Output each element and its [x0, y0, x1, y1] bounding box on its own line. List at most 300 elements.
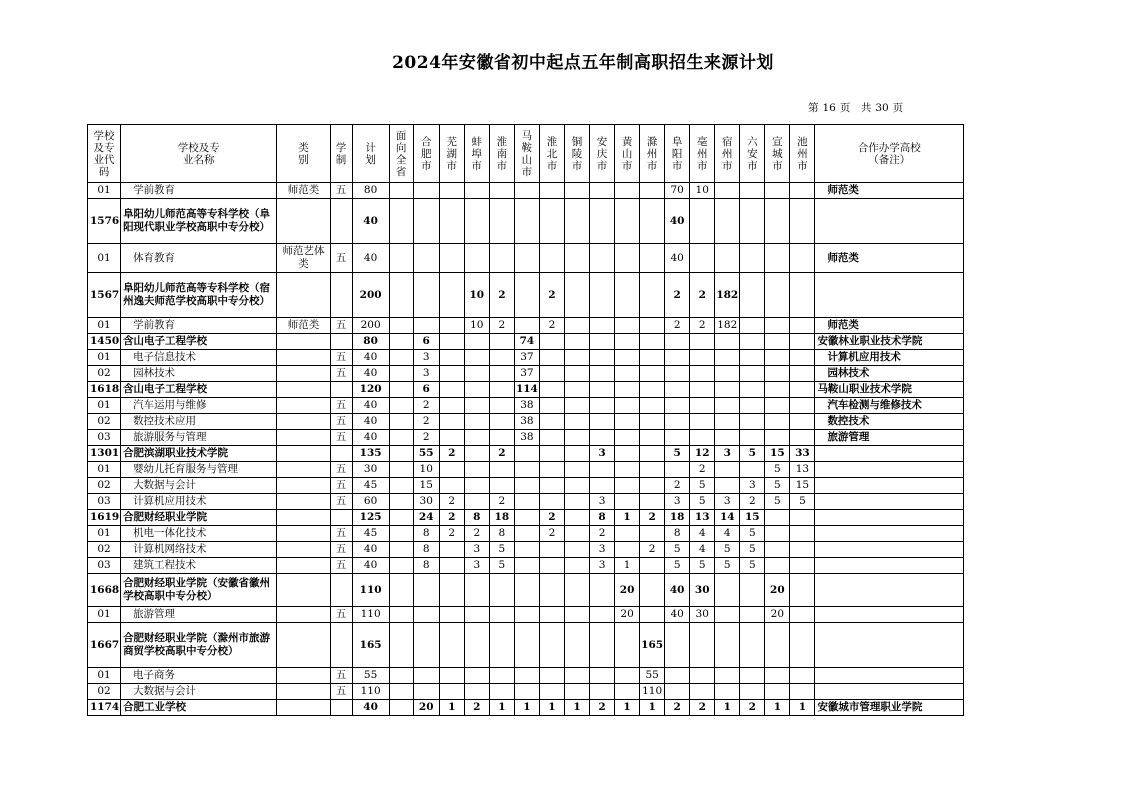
- school-row: [88, 334, 964, 350]
- row-city-count: 37: [514, 350, 539, 366]
- row-city-count: [640, 574, 665, 607]
- row-city-count: [564, 684, 589, 700]
- row-city-count: [640, 446, 665, 462]
- row-system: 五: [330, 318, 352, 334]
- row-province: [389, 684, 413, 700]
- row-city-count: [715, 623, 740, 668]
- row-city-count: [615, 273, 640, 318]
- row-city-count: [740, 183, 765, 199]
- row-city-count: [690, 366, 715, 382]
- row-system: 五: [330, 462, 352, 478]
- row-name: 旅游管理: [121, 607, 277, 623]
- row-city-count: [665, 398, 690, 414]
- row-partner: [815, 574, 964, 607]
- row-city-count: 4: [715, 526, 740, 542]
- header-city: 淮南市: [489, 125, 514, 183]
- school-row: [88, 382, 964, 398]
- row-city-count: 1: [615, 700, 640, 716]
- row-city-count: [539, 574, 564, 607]
- row-partner: [815, 494, 964, 510]
- row-category: [277, 398, 330, 414]
- row-category: 师范类: [277, 318, 330, 334]
- row-city-count: [439, 382, 464, 398]
- row-city-count: 2: [539, 273, 564, 318]
- row-code: 02: [88, 542, 121, 558]
- major-row: [88, 526, 964, 542]
- row-city-count: [690, 684, 715, 700]
- row-city-count: [464, 244, 489, 273]
- row-system: 五: [330, 542, 352, 558]
- row-name: 电子信息技术: [121, 350, 277, 366]
- row-city-count: [690, 430, 715, 446]
- row-city-count: 2: [590, 700, 615, 716]
- row-code: 01: [88, 244, 121, 273]
- row-city-count: 165: [640, 623, 665, 668]
- row-city-count: [489, 382, 514, 398]
- major-row: [88, 607, 964, 623]
- row-city-count: [564, 668, 589, 684]
- row-city-count: [615, 446, 640, 462]
- row-city-count: [765, 558, 790, 574]
- header-city: 亳州市: [690, 125, 715, 183]
- row-plan: 40: [352, 700, 389, 716]
- row-city-count: [514, 244, 539, 273]
- row-city-count: [740, 414, 765, 430]
- row-city-count: [665, 382, 690, 398]
- row-city-count: [640, 199, 665, 244]
- header-city: 阜阳市: [665, 125, 690, 183]
- row-province: [389, 414, 413, 430]
- major-row: [88, 366, 964, 382]
- row-city-count: 5: [715, 558, 740, 574]
- row-city-count: 4: [690, 542, 715, 558]
- row-city-count: 2: [640, 542, 665, 558]
- row-city-count: 3: [464, 558, 489, 574]
- row-name: 大数据与会计: [121, 478, 277, 494]
- row-city-count: [715, 478, 740, 494]
- row-category: [277, 623, 330, 668]
- row-province: [389, 542, 413, 558]
- row-city-count: [514, 623, 539, 668]
- row-city-count: [413, 574, 439, 607]
- row-city-count: [590, 668, 615, 684]
- row-category: [277, 446, 330, 462]
- row-city-count: [740, 244, 765, 273]
- row-city-count: [439, 430, 464, 446]
- row-province: [389, 558, 413, 574]
- row-city-count: [539, 350, 564, 366]
- row-city-count: [439, 183, 464, 199]
- row-city-count: [715, 334, 740, 350]
- row-city-count: [464, 668, 489, 684]
- row-category: [277, 700, 330, 716]
- row-code: 01: [88, 526, 121, 542]
- row-city-count: [740, 607, 765, 623]
- row-city-count: [564, 414, 589, 430]
- row-city-count: [640, 478, 665, 494]
- header-city: 蚌埠市: [464, 125, 489, 183]
- row-city-count: [615, 542, 640, 558]
- row-city-count: 2: [489, 446, 514, 462]
- row-province: [389, 462, 413, 478]
- row-system: 五: [330, 494, 352, 510]
- row-category: [277, 366, 330, 382]
- row-system: [330, 700, 352, 716]
- row-city-count: [715, 574, 740, 607]
- row-province: [389, 430, 413, 446]
- row-city-count: [564, 526, 589, 542]
- row-system: [330, 510, 352, 526]
- row-city-count: 8: [413, 526, 439, 542]
- row-partner: 安徽城市管理职业学院: [815, 700, 964, 716]
- row-code: 03: [88, 494, 121, 510]
- row-city-count: [790, 574, 815, 607]
- row-city-count: [665, 684, 690, 700]
- row-code: 03: [88, 430, 121, 446]
- row-system: 五: [330, 478, 352, 494]
- row-city-count: 1: [640, 700, 665, 716]
- row-name: 计算机应用技术: [121, 494, 277, 510]
- row-city-count: [413, 607, 439, 623]
- page-title: 2024年安徽省初中起点五年制高职招生来源计划: [392, 53, 774, 73]
- row-city-count: 5: [690, 558, 715, 574]
- row-city-count: 2: [489, 494, 514, 510]
- row-partner: [815, 668, 964, 684]
- row-city-count: 18: [489, 510, 514, 526]
- row-partner: [815, 478, 964, 494]
- row-city-count: 15: [413, 478, 439, 494]
- row-city-count: 5: [765, 478, 790, 494]
- row-city-count: 3: [715, 446, 740, 462]
- row-city-count: [439, 684, 464, 700]
- row-city-count: [690, 199, 715, 244]
- row-city-count: [715, 244, 740, 273]
- row-province: [389, 382, 413, 398]
- row-city-count: [564, 510, 589, 526]
- row-city-count: [590, 478, 615, 494]
- row-city-count: [740, 350, 765, 366]
- row-city-count: [765, 623, 790, 668]
- row-plan: 40: [352, 430, 389, 446]
- row-city-count: 20: [413, 700, 439, 716]
- row-city-count: [790, 366, 815, 382]
- row-name: 含山电子工程学校: [121, 334, 277, 350]
- header-city: 黄山市: [615, 125, 640, 183]
- row-city-count: [665, 462, 690, 478]
- row-city-count: [790, 334, 815, 350]
- row-province: [389, 668, 413, 684]
- row-code: 01: [88, 183, 121, 199]
- row-category: [277, 607, 330, 623]
- row-city-count: [564, 478, 589, 494]
- row-city-count: [640, 183, 665, 199]
- row-city-count: [790, 199, 815, 244]
- row-city-count: [665, 350, 690, 366]
- row-city-count: 2: [439, 494, 464, 510]
- row-city-count: [413, 684, 439, 700]
- row-city-count: [413, 273, 439, 318]
- row-partner: [815, 542, 964, 558]
- row-system: 五: [330, 684, 352, 700]
- major-row: [88, 430, 964, 446]
- row-partner: [815, 684, 964, 700]
- row-city-count: 3: [590, 542, 615, 558]
- row-city-count: 18: [665, 510, 690, 526]
- row-city-count: [740, 318, 765, 334]
- row-city-count: 55: [640, 668, 665, 684]
- header-city: 马鞍山市: [514, 125, 539, 183]
- row-city-count: [464, 382, 489, 398]
- row-province: [389, 574, 413, 607]
- row-city-count: [790, 623, 815, 668]
- page-mid: 页 共: [839, 102, 872, 114]
- row-city-count: [514, 510, 539, 526]
- row-city-count: 10: [464, 273, 489, 318]
- row-city-count: 30: [413, 494, 439, 510]
- row-city-count: [790, 244, 815, 273]
- row-city-count: [489, 684, 514, 700]
- row-city-count: [765, 414, 790, 430]
- school-row: [88, 574, 964, 607]
- row-category: 师范类: [277, 183, 330, 199]
- header-system: 学制: [330, 125, 352, 183]
- row-city-count: [640, 334, 665, 350]
- row-city-count: 1: [715, 700, 740, 716]
- major-row: [88, 494, 964, 510]
- row-code: 01: [88, 398, 121, 414]
- row-city-count: [464, 446, 489, 462]
- row-province: [389, 366, 413, 382]
- row-city-count: [539, 199, 564, 244]
- header-city: 宣城市: [765, 125, 790, 183]
- row-city-count: [539, 382, 564, 398]
- header-city: 铜陵市: [564, 125, 589, 183]
- row-name: 学前教育: [121, 183, 277, 199]
- row-city-count: [539, 366, 564, 382]
- major-row: [88, 684, 964, 700]
- row-city-count: [489, 334, 514, 350]
- row-city-count: [539, 398, 564, 414]
- row-partner: 园林技术: [815, 366, 964, 382]
- row-city-count: [564, 462, 589, 478]
- row-plan: 110: [352, 574, 389, 607]
- row-category: [277, 542, 330, 558]
- row-plan: 60: [352, 494, 389, 510]
- row-city-count: [790, 510, 815, 526]
- row-city-count: [514, 273, 539, 318]
- row-province: [389, 494, 413, 510]
- row-city-count: [615, 318, 640, 334]
- row-name: 合肥财经职业学院（安徽省徽州学校高职中专分校）: [121, 574, 277, 607]
- row-city-count: [765, 526, 790, 542]
- row-city-count: [615, 494, 640, 510]
- row-plan: 45: [352, 478, 389, 494]
- row-city-count: 3: [590, 558, 615, 574]
- row-city-count: [514, 558, 539, 574]
- row-city-count: 5: [665, 542, 690, 558]
- row-city-count: [790, 350, 815, 366]
- row-city-count: [765, 542, 790, 558]
- row-category: [277, 494, 330, 510]
- row-code: 1301: [88, 446, 121, 462]
- page-current: 16: [822, 102, 836, 114]
- row-province: [389, 623, 413, 668]
- row-city-count: [615, 366, 640, 382]
- row-city-count: [765, 350, 790, 366]
- row-city-count: [590, 398, 615, 414]
- row-category: [277, 350, 330, 366]
- row-city-count: [564, 542, 589, 558]
- row-name: 汽车运用与维修: [121, 398, 277, 414]
- row-city-count: 3: [740, 478, 765, 494]
- row-name: 合肥工业学校: [121, 700, 277, 716]
- row-city-count: [464, 574, 489, 607]
- row-system: 五: [330, 350, 352, 366]
- row-city-count: [439, 558, 464, 574]
- row-category: [277, 462, 330, 478]
- row-city-count: [615, 334, 640, 350]
- row-city-count: [439, 366, 464, 382]
- row-city-count: 40: [665, 574, 690, 607]
- page-indicator: [808, 100, 907, 115]
- row-name: 阜阳幼儿师范高等专科学校（宿州逸夫师范学校高职中专分校）: [121, 273, 277, 318]
- row-city-count: [690, 350, 715, 366]
- row-city-count: [765, 510, 790, 526]
- row-city-count: [564, 318, 589, 334]
- row-partner: [815, 199, 964, 244]
- row-city-count: [590, 199, 615, 244]
- row-city-count: [615, 623, 640, 668]
- major-row: [88, 542, 964, 558]
- row-system: 五: [330, 668, 352, 684]
- row-system: [330, 382, 352, 398]
- row-city-count: [489, 183, 514, 199]
- row-city-count: [640, 273, 665, 318]
- row-city-count: [539, 623, 564, 668]
- row-city-count: [590, 462, 615, 478]
- row-city-count: 2: [665, 318, 690, 334]
- row-partner: 数控技术: [815, 414, 964, 430]
- row-province: [389, 446, 413, 462]
- row-city-count: 38: [514, 414, 539, 430]
- row-system: [330, 334, 352, 350]
- row-city-count: 2: [539, 526, 564, 542]
- row-province: [389, 318, 413, 334]
- row-city-count: [640, 244, 665, 273]
- row-city-count: [464, 366, 489, 382]
- row-code: 02: [88, 478, 121, 494]
- row-city-count: 13: [690, 510, 715, 526]
- row-city-count: [640, 318, 665, 334]
- row-city-count: 38: [514, 398, 539, 414]
- row-city-count: [564, 430, 589, 446]
- row-city-count: 6: [413, 334, 439, 350]
- row-city-count: 110: [640, 684, 665, 700]
- row-category: [277, 382, 330, 398]
- row-city-count: 2: [439, 510, 464, 526]
- row-city-count: [564, 350, 589, 366]
- row-city-count: 74: [514, 334, 539, 350]
- row-city-count: [413, 623, 439, 668]
- row-city-count: [464, 350, 489, 366]
- header-city: 池州市: [790, 125, 815, 183]
- row-city-count: [690, 334, 715, 350]
- header-code: 学校及专业代码: [88, 125, 121, 183]
- row-city-count: [690, 244, 715, 273]
- row-code: 01: [88, 318, 121, 334]
- row-city-count: [464, 398, 489, 414]
- row-city-count: [740, 574, 765, 607]
- row-city-count: [640, 526, 665, 542]
- row-city-count: [564, 244, 589, 273]
- row-partner: 马鞍山职业技术学院: [815, 382, 964, 398]
- row-city-count: [564, 446, 589, 462]
- row-city-count: 2: [690, 462, 715, 478]
- row-city-count: 2: [740, 700, 765, 716]
- row-city-count: 20: [765, 574, 790, 607]
- row-province: [389, 700, 413, 716]
- row-code: 01: [88, 607, 121, 623]
- row-name: 机电一体化技术: [121, 526, 277, 542]
- row-city-count: 37: [514, 366, 539, 382]
- row-city-count: [489, 668, 514, 684]
- row-city-count: 14: [715, 510, 740, 526]
- row-city-count: 10: [690, 183, 715, 199]
- school-row: [88, 623, 964, 668]
- row-name: 含山电子工程学校: [121, 382, 277, 398]
- row-city-count: 5: [690, 478, 715, 494]
- row-plan: 110: [352, 607, 389, 623]
- row-city-count: [514, 542, 539, 558]
- row-city-count: [740, 398, 765, 414]
- row-city-count: [413, 668, 439, 684]
- row-city-count: 8: [665, 526, 690, 542]
- row-city-count: [464, 607, 489, 623]
- row-system: [330, 574, 352, 607]
- row-category: [277, 574, 330, 607]
- row-city-count: 38: [514, 430, 539, 446]
- row-plan: 30: [352, 462, 389, 478]
- header-partner: 合作办学高校（备注）: [815, 125, 964, 183]
- page-total: 30: [875, 102, 889, 114]
- row-city-count: 8: [464, 510, 489, 526]
- row-city-count: [640, 558, 665, 574]
- row-city-count: 3: [413, 366, 439, 382]
- major-row: [88, 414, 964, 430]
- row-city-count: [439, 462, 464, 478]
- header-city: 淮北市: [539, 125, 564, 183]
- row-name: 阜阳幼儿师范高等专科学校（阜阳现代职业学校高职中专分校）: [121, 199, 277, 244]
- row-city-count: [489, 607, 514, 623]
- row-plan: 120: [352, 382, 389, 398]
- row-city-count: 2: [590, 526, 615, 542]
- row-city-count: 40: [665, 199, 690, 244]
- row-city-count: [715, 382, 740, 398]
- row-city-count: [539, 494, 564, 510]
- row-city-count: [439, 542, 464, 558]
- row-city-count: [615, 414, 640, 430]
- row-city-count: [640, 607, 665, 623]
- row-city-count: [539, 607, 564, 623]
- row-city-count: [615, 183, 640, 199]
- row-city-count: [665, 668, 690, 684]
- row-city-count: [539, 478, 564, 494]
- row-partner: [815, 526, 964, 542]
- row-system: 五: [330, 558, 352, 574]
- row-city-count: [790, 398, 815, 414]
- row-city-count: 30: [690, 607, 715, 623]
- row-city-count: [790, 382, 815, 398]
